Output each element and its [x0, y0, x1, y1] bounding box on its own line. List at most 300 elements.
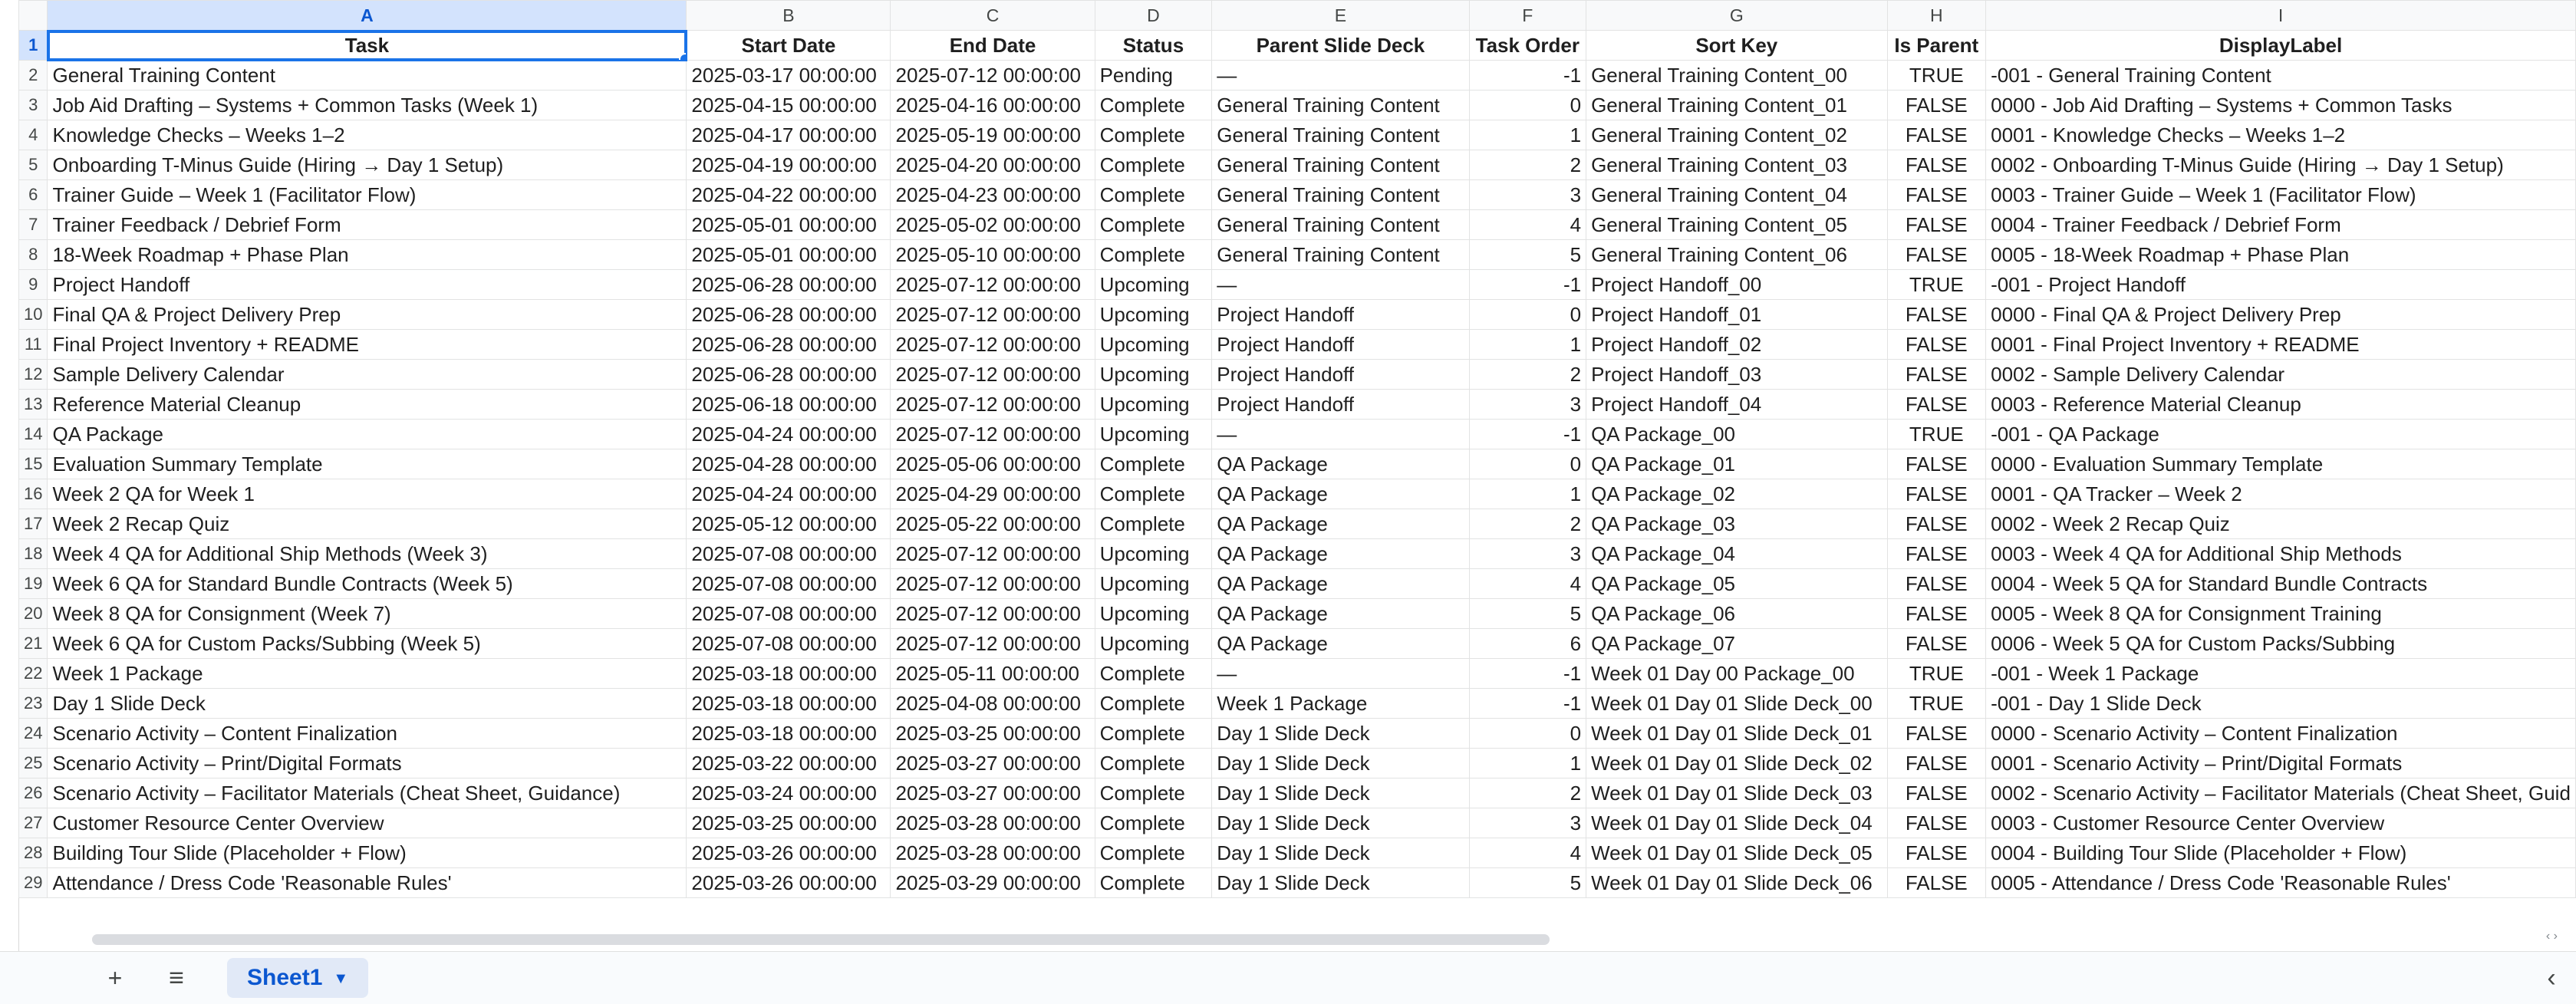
table-cell[interactable]: Week 01 Day 01 Slide Deck_02: [1586, 749, 1887, 779]
header-cell[interactable]: Task: [48, 31, 687, 61]
table-cell[interactable]: Complete: [1095, 509, 1212, 539]
table-cell[interactable]: 2025-04-24 00:00:00: [687, 420, 891, 449]
table-cell[interactable]: FALSE: [1887, 390, 1986, 420]
table-cell[interactable]: FALSE: [1887, 779, 1986, 808]
table-cell[interactable]: Week 01 Day 01 Slide Deck_03: [1586, 779, 1887, 808]
table-cell[interactable]: TRUE: [1887, 689, 1986, 719]
table-cell[interactable]: FALSE: [1887, 300, 1986, 330]
row-header[interactable]: 14: [19, 420, 48, 449]
sheet-tab-sheet1[interactable]: [227, 958, 368, 998]
table-cell[interactable]: Trainer Guide – Week 1 (Facilitator Flow): [48, 180, 687, 210]
table-cell[interactable]: Complete: [1095, 91, 1212, 120]
column-header-a[interactable]: A: [48, 1, 687, 31]
table-cell[interactable]: 2025-07-08 00:00:00: [687, 539, 891, 569]
table-cell[interactable]: Project Handoff: [48, 270, 687, 300]
table-cell[interactable]: 2025-07-12 00:00:00: [891, 300, 1095, 330]
table-cell[interactable]: 2025-05-19 00:00:00: [891, 120, 1095, 150]
table-cell[interactable]: Complete: [1095, 838, 1212, 868]
table-cell[interactable]: 3: [1469, 390, 1586, 420]
table-cell[interactable]: Week 01 Day 01 Slide Deck_00: [1586, 689, 1887, 719]
table-cell[interactable]: 2025-07-08 00:00:00: [687, 599, 891, 629]
table-cell[interactable]: 2025-05-06 00:00:00: [891, 449, 1095, 479]
table-cell[interactable]: 2: [1469, 779, 1586, 808]
table-cell[interactable]: 5: [1469, 599, 1586, 629]
table-cell[interactable]: 0000 - Job Aid Drafting – Systems + Common Tasks: [1986, 91, 2576, 120]
table-cell[interactable]: 0004 - Building Tour Slide (Placeholder + Flow): [1986, 838, 2576, 868]
table-cell[interactable]: 0000 - Final QA & Project Delivery Prep: [1986, 300, 2576, 330]
select-all-corner[interactable]: [19, 1, 48, 31]
table-cell[interactable]: 2025-07-12 00:00:00: [891, 629, 1095, 659]
column-header-i[interactable]: I: [1986, 1, 2576, 31]
table-cell[interactable]: FALSE: [1887, 539, 1986, 569]
column-header-d[interactable]: D: [1095, 1, 1212, 31]
table-cell[interactable]: 5: [1469, 868, 1586, 898]
table-cell[interactable]: Upcoming: [1095, 300, 1212, 330]
table-cell[interactable]: 2025-04-29 00:00:00: [891, 479, 1095, 509]
table-cell[interactable]: 4: [1469, 210, 1586, 240]
table-cell[interactable]: Week 2 QA for Week 1: [48, 479, 687, 509]
row-header[interactable]: 17: [19, 509, 48, 539]
table-cell[interactable]: QA Package: [1212, 599, 1469, 629]
table-cell[interactable]: 0006 - Week 5 QA for Custom Packs/Subbing: [1986, 629, 2576, 659]
row-header[interactable]: 2: [19, 61, 48, 91]
table-cell[interactable]: Project Handoff: [1212, 390, 1469, 420]
table-cell[interactable]: -1: [1469, 420, 1586, 449]
row-header[interactable]: 3: [19, 91, 48, 120]
table-cell[interactable]: 2025-03-22 00:00:00: [687, 749, 891, 779]
table-cell[interactable]: Complete: [1095, 868, 1212, 898]
table-cell[interactable]: 2025-07-12 00:00:00: [891, 61, 1095, 91]
table-cell[interactable]: 2025-07-12 00:00:00: [891, 390, 1095, 420]
table-cell[interactable]: Week 1 Package: [1212, 689, 1469, 719]
table-cell[interactable]: 0000 - Scenario Activity – Content Finalization: [1986, 719, 2576, 749]
table-cell[interactable]: General Training Content: [48, 61, 687, 91]
table-cell[interactable]: General Training Content: [1212, 120, 1469, 150]
table-cell[interactable]: Upcoming: [1095, 629, 1212, 659]
table-cell[interactable]: 0005 - Week 8 QA for Consignment Training: [1986, 599, 2576, 629]
header-cell[interactable]: Parent Slide Deck: [1212, 31, 1469, 61]
table-cell[interactable]: -001 - QA Package: [1986, 420, 2576, 449]
table-cell[interactable]: 2025-07-12 00:00:00: [891, 270, 1095, 300]
table-cell[interactable]: 2025-03-25 00:00:00: [891, 719, 1095, 749]
table-cell[interactable]: Upcoming: [1095, 569, 1212, 599]
table-cell[interactable]: Week 2 Recap Quiz: [48, 509, 687, 539]
table-cell[interactable]: 1: [1469, 479, 1586, 509]
table-cell[interactable]: -1: [1469, 659, 1586, 689]
table-cell[interactable]: Day 1 Slide Deck: [1212, 749, 1469, 779]
table-cell[interactable]: 2025-07-12 00:00:00: [891, 569, 1095, 599]
table-cell[interactable]: Complete: [1095, 659, 1212, 689]
row-header[interactable]: 1: [19, 31, 48, 61]
table-cell[interactable]: QA Package: [1212, 569, 1469, 599]
row-header[interactable]: 13: [19, 390, 48, 420]
row-header[interactable]: 19: [19, 569, 48, 599]
table-cell[interactable]: FALSE: [1887, 808, 1986, 838]
table-cell[interactable]: General Training Content_06: [1586, 240, 1887, 270]
table-cell[interactable]: QA Package: [1212, 449, 1469, 479]
table-cell[interactable]: -1: [1469, 689, 1586, 719]
table-cell[interactable]: General Training Content_04: [1586, 180, 1887, 210]
row-header[interactable]: 21: [19, 629, 48, 659]
table-cell[interactable]: -001 - Project Handoff: [1986, 270, 2576, 300]
table-cell[interactable]: Project Handoff: [1212, 300, 1469, 330]
table-cell[interactable]: 2025-07-12 00:00:00: [891, 360, 1095, 390]
table-cell[interactable]: Week 01 Day 01 Slide Deck_04: [1586, 808, 1887, 838]
table-cell[interactable]: Upcoming: [1095, 390, 1212, 420]
table-cell[interactable]: 2025-04-28 00:00:00: [687, 449, 891, 479]
table-cell[interactable]: 2025-03-28 00:00:00: [891, 808, 1095, 838]
table-cell[interactable]: QA Package_01: [1586, 449, 1887, 479]
spreadsheet-grid[interactable]: [18, 0, 2576, 936]
table-cell[interactable]: Week 6 QA for Standard Bundle Contracts (Week 5): [48, 569, 687, 599]
table-cell[interactable]: FALSE: [1887, 150, 1986, 180]
table-cell[interactable]: Knowledge Checks – Weeks 1–2: [48, 120, 687, 150]
table-cell[interactable]: Scenario Activity – Facilitator Materials (Cheat Sheet, Guidance): [48, 779, 687, 808]
table-cell[interactable]: Scenario Activity – Content Finalization: [48, 719, 687, 749]
row-header[interactable]: 9: [19, 270, 48, 300]
table-cell[interactable]: QA Package_07: [1586, 629, 1887, 659]
table-cell[interactable]: Complete: [1095, 150, 1212, 180]
table-cell[interactable]: QA Package_04: [1586, 539, 1887, 569]
table-cell[interactable]: 0001 - Scenario Activity – Print/Digital Formats: [1986, 749, 2576, 779]
table-cell[interactable]: 2025-03-18 00:00:00: [687, 689, 891, 719]
table-cell[interactable]: 0: [1469, 449, 1586, 479]
row-header[interactable]: 26: [19, 779, 48, 808]
table-cell[interactable]: 0: [1469, 719, 1586, 749]
table-cell[interactable]: Complete: [1095, 240, 1212, 270]
table-cell[interactable]: 2025-03-18 00:00:00: [687, 659, 891, 689]
column-header-g[interactable]: G: [1586, 1, 1887, 31]
table-cell[interactable]: 0005 - 18-Week Roadmap + Phase Plan: [1986, 240, 2576, 270]
table-cell[interactable]: 2: [1469, 150, 1586, 180]
table-cell[interactable]: QA Package_02: [1586, 479, 1887, 509]
row-header[interactable]: 4: [19, 120, 48, 150]
table-cell[interactable]: General Training Content: [1212, 240, 1469, 270]
table-cell[interactable]: 4: [1469, 838, 1586, 868]
table-cell[interactable]: 0003 - Reference Material Cleanup: [1986, 390, 2576, 420]
row-header[interactable]: 29: [19, 868, 48, 898]
table-cell[interactable]: FALSE: [1887, 749, 1986, 779]
table-cell[interactable]: FALSE: [1887, 330, 1986, 360]
table-cell[interactable]: 0003 - Trainer Guide – Week 1 (Facilitator Flow): [1986, 180, 2576, 210]
table-cell[interactable]: FALSE: [1887, 868, 1986, 898]
fill-handle[interactable]: [679, 53, 687, 61]
table-cell[interactable]: -1: [1469, 270, 1586, 300]
table-cell[interactable]: 0004 - Week 5 QA for Standard Bundle Contracts: [1986, 569, 2576, 599]
row-header[interactable]: 27: [19, 808, 48, 838]
table-cell[interactable]: FALSE: [1887, 210, 1986, 240]
table-cell[interactable]: Project Handoff: [1212, 360, 1469, 390]
table-cell[interactable]: -001 - Day 1 Slide Deck: [1986, 689, 2576, 719]
table-cell[interactable]: 0003 - Week 4 QA for Additional Ship Methods: [1986, 539, 2576, 569]
table-cell[interactable]: Upcoming: [1095, 270, 1212, 300]
table-cell[interactable]: Building Tour Slide (Placeholder + Flow): [48, 838, 687, 868]
header-cell[interactable]: Start Date: [687, 31, 891, 61]
table-cell[interactable]: 2025-04-23 00:00:00: [891, 180, 1095, 210]
table-cell[interactable]: 2: [1469, 509, 1586, 539]
table-cell[interactable]: 2025-05-01 00:00:00: [687, 240, 891, 270]
column-header-h[interactable]: H: [1887, 1, 1986, 31]
table-cell[interactable]: Attendance / Dress Code 'Reasonable Rules': [48, 868, 687, 898]
table-cell[interactable]: —: [1212, 270, 1469, 300]
table-cell[interactable]: FALSE: [1887, 838, 1986, 868]
row-header[interactable]: 6: [19, 180, 48, 210]
table-cell[interactable]: Complete: [1095, 779, 1212, 808]
table-cell[interactable]: Complete: [1095, 449, 1212, 479]
table-cell[interactable]: Project Handoff_03: [1586, 360, 1887, 390]
table-cell[interactable]: FALSE: [1887, 629, 1986, 659]
row-header[interactable]: 23: [19, 689, 48, 719]
row-header[interactable]: 10: [19, 300, 48, 330]
row-header[interactable]: 22: [19, 659, 48, 689]
table-cell[interactable]: 0002 - Sample Delivery Calendar: [1986, 360, 2576, 390]
table-cell[interactable]: -001 - Week 1 Package: [1986, 659, 2576, 689]
table-cell[interactable]: FALSE: [1887, 599, 1986, 629]
table-cell[interactable]: FALSE: [1887, 719, 1986, 749]
table-cell[interactable]: 2025-04-19 00:00:00: [687, 150, 891, 180]
table-cell[interactable]: 4: [1469, 569, 1586, 599]
table-cell[interactable]: FALSE: [1887, 240, 1986, 270]
table-cell[interactable]: 0001 - Final Project Inventory + README: [1986, 330, 2576, 360]
table-cell[interactable]: Onboarding T-Minus Guide (Hiring → Day 1 Setup): [48, 150, 687, 180]
table-cell[interactable]: 2025-07-12 00:00:00: [891, 539, 1095, 569]
table-cell[interactable]: Complete: [1095, 689, 1212, 719]
table-cell[interactable]: FALSE: [1887, 449, 1986, 479]
table-cell[interactable]: -1: [1469, 61, 1586, 91]
table-cell[interactable]: QA Package_06: [1586, 599, 1887, 629]
table-cell[interactable]: Project Handoff: [1212, 330, 1469, 360]
header-cell[interactable]: Is Parent: [1887, 31, 1986, 61]
table-cell[interactable]: 2025-03-27 00:00:00: [891, 749, 1095, 779]
table-cell[interactable]: 2025-07-12 00:00:00: [891, 330, 1095, 360]
table-cell[interactable]: General Training Content_03: [1586, 150, 1887, 180]
table-cell[interactable]: FALSE: [1887, 91, 1986, 120]
table-cell[interactable]: Upcoming: [1095, 330, 1212, 360]
table-cell[interactable]: -001 - General Training Content: [1986, 61, 2576, 91]
table-cell[interactable]: Day 1 Slide Deck: [1212, 808, 1469, 838]
row-header[interactable]: 7: [19, 210, 48, 240]
table-cell[interactable]: Complete: [1095, 719, 1212, 749]
table-cell[interactable]: QA Package_03: [1586, 509, 1887, 539]
table-cell[interactable]: General Training Content_01: [1586, 91, 1887, 120]
table-cell[interactable]: Project Handoff_00: [1586, 270, 1887, 300]
table-cell[interactable]: Day 1 Slide Deck: [1212, 868, 1469, 898]
column-header-b[interactable]: B: [687, 1, 891, 31]
table-cell[interactable]: 0002 - Onboarding T-Minus Guide (Hiring → Day 1 Setup): [1986, 150, 2576, 180]
row-header[interactable]: 16: [19, 479, 48, 509]
table-cell[interactable]: 2025-04-17 00:00:00: [687, 120, 891, 150]
table-cell[interactable]: 2025-05-02 00:00:00: [891, 210, 1095, 240]
table-cell[interactable]: 2025-04-22 00:00:00: [687, 180, 891, 210]
table-cell[interactable]: QA Package: [1212, 629, 1469, 659]
table-cell[interactable]: Reference Material Cleanup: [48, 390, 687, 420]
table-cell[interactable]: 3: [1469, 180, 1586, 210]
table-cell[interactable]: Trainer Feedback / Debrief Form: [48, 210, 687, 240]
table-cell[interactable]: 2025-06-28 00:00:00: [687, 330, 891, 360]
table-cell[interactable]: 2025-06-28 00:00:00: [687, 300, 891, 330]
row-header[interactable]: 8: [19, 240, 48, 270]
table-cell[interactable]: 2025-05-01 00:00:00: [687, 210, 891, 240]
table-cell[interactable]: Complete: [1095, 749, 1212, 779]
header-cell[interactable]: Status: [1095, 31, 1212, 61]
table-cell[interactable]: General Training Content_02: [1586, 120, 1887, 150]
table-cell[interactable]: FALSE: [1887, 180, 1986, 210]
table-cell[interactable]: 2025-07-08 00:00:00: [687, 629, 891, 659]
row-header[interactable]: 28: [19, 838, 48, 868]
table-cell[interactable]: 2025-03-29 00:00:00: [891, 868, 1095, 898]
table-cell[interactable]: General Training Content_00: [1586, 61, 1887, 91]
table-cell[interactable]: 3: [1469, 808, 1586, 838]
table-cell[interactable]: 1: [1469, 120, 1586, 150]
table-cell[interactable]: Project Handoff_02: [1586, 330, 1887, 360]
table-cell[interactable]: 2025-03-26 00:00:00: [687, 868, 891, 898]
table-cell[interactable]: 2025-03-17 00:00:00: [687, 61, 891, 91]
table-cell[interactable]: —: [1212, 420, 1469, 449]
table-cell[interactable]: QA Package: [48, 420, 687, 449]
table-cell[interactable]: QA Package: [1212, 509, 1469, 539]
table-cell[interactable]: QA Package_00: [1586, 420, 1887, 449]
table-cell[interactable]: 2025-03-24 00:00:00: [687, 779, 891, 808]
table-cell[interactable]: 2025-03-26 00:00:00: [687, 838, 891, 868]
table-cell[interactable]: 0003 - Customer Resource Center Overview: [1986, 808, 2576, 838]
table-cell[interactable]: 0001 - QA Tracker – Week 2: [1986, 479, 2576, 509]
row-header[interactable]: 24: [19, 719, 48, 749]
table-cell[interactable]: 1: [1469, 749, 1586, 779]
row-header[interactable]: 25: [19, 749, 48, 779]
table-cell[interactable]: Complete: [1095, 180, 1212, 210]
table-cell[interactable]: QA Package: [1212, 539, 1469, 569]
column-header-c[interactable]: C: [891, 1, 1095, 31]
table-cell[interactable]: Pending: [1095, 61, 1212, 91]
row-header[interactable]: 12: [19, 360, 48, 390]
table-cell[interactable]: Week 4 QA for Additional Ship Methods (Week 3): [48, 539, 687, 569]
table-cell[interactable]: General Training Content: [1212, 180, 1469, 210]
table-cell[interactable]: Week 01 Day 01 Slide Deck_01: [1586, 719, 1887, 749]
table-cell[interactable]: Upcoming: [1095, 599, 1212, 629]
table-cell[interactable]: 2: [1469, 360, 1586, 390]
table-cell[interactable]: 2025-07-12 00:00:00: [891, 420, 1095, 449]
table-cell[interactable]: 0001 - Knowledge Checks – Weeks 1–2: [1986, 120, 2576, 150]
header-cell[interactable]: DisplayLabel: [1986, 31, 2576, 61]
table-cell[interactable]: 2025-05-22 00:00:00: [891, 509, 1095, 539]
table-cell[interactable]: Customer Resource Center Overview: [48, 808, 687, 838]
collapse-sidebar-button[interactable]: [2533, 960, 2570, 996]
row-header[interactable]: 5: [19, 150, 48, 180]
table-cell[interactable]: 18-Week Roadmap + Phase Plan: [48, 240, 687, 270]
table-cell[interactable]: 2025-04-15 00:00:00: [687, 91, 891, 120]
header-cell[interactable]: End Date: [891, 31, 1095, 61]
table-cell[interactable]: Complete: [1095, 808, 1212, 838]
table-cell[interactable]: —: [1212, 659, 1469, 689]
table-cell[interactable]: General Training Content_05: [1586, 210, 1887, 240]
table-cell[interactable]: Day 1 Slide Deck: [1212, 838, 1469, 868]
table-cell[interactable]: 0: [1469, 300, 1586, 330]
table-cell[interactable]: Week 01 Day 01 Slide Deck_06: [1586, 868, 1887, 898]
header-cell[interactable]: Sort Key: [1586, 31, 1887, 61]
table-cell[interactable]: Scenario Activity – Print/Digital Formats: [48, 749, 687, 779]
table-cell[interactable]: 2025-05-11 00:00:00: [891, 659, 1095, 689]
table-cell[interactable]: 6: [1469, 629, 1586, 659]
table-cell[interactable]: FALSE: [1887, 120, 1986, 150]
table-cell[interactable]: Evaluation Summary Template: [48, 449, 687, 479]
table-cell[interactable]: Job Aid Drafting – Systems + Common Tasks (Week 1): [48, 91, 687, 120]
row-header[interactable]: 20: [19, 599, 48, 629]
table-cell[interactable]: Week 1 Package: [48, 659, 687, 689]
table-cell[interactable]: Final Project Inventory + README: [48, 330, 687, 360]
add-sheet-button[interactable]: [97, 960, 133, 996]
table-cell[interactable]: 2025-04-16 00:00:00: [891, 91, 1095, 120]
table-cell[interactable]: FALSE: [1887, 569, 1986, 599]
table-cell[interactable]: Final QA & Project Delivery Prep: [48, 300, 687, 330]
table-cell[interactable]: FALSE: [1887, 479, 1986, 509]
table-cell[interactable]: 3: [1469, 539, 1586, 569]
table-cell[interactable]: 2025-06-28 00:00:00: [687, 360, 891, 390]
table-cell[interactable]: Upcoming: [1095, 539, 1212, 569]
table-cell[interactable]: TRUE: [1887, 659, 1986, 689]
table-cell[interactable]: 2025-07-08 00:00:00: [687, 569, 891, 599]
column-header-e[interactable]: E: [1212, 1, 1469, 31]
table-cell[interactable]: 2025-03-18 00:00:00: [687, 719, 891, 749]
table-cell[interactable]: 0002 - Scenario Activity – Facilitator Materials (Cheat Sheet, Guid: [1986, 779, 2576, 808]
table-cell[interactable]: 0000 - Evaluation Summary Template: [1986, 449, 2576, 479]
table-cell[interactable]: 2025-06-28 00:00:00: [687, 270, 891, 300]
table-cell[interactable]: 0002 - Week 2 Recap Quiz: [1986, 509, 2576, 539]
table-cell[interactable]: Day 1 Slide Deck: [48, 689, 687, 719]
table-cell[interactable]: General Training Content: [1212, 91, 1469, 120]
table-cell[interactable]: 0005 - Attendance / Dress Code 'Reasonable Rules': [1986, 868, 2576, 898]
table-cell[interactable]: Day 1 Slide Deck: [1212, 779, 1469, 808]
table-cell[interactable]: Project Handoff_01: [1586, 300, 1887, 330]
table-cell[interactable]: 2025-03-25 00:00:00: [687, 808, 891, 838]
row-header[interactable]: 18: [19, 539, 48, 569]
table-cell[interactable]: 2025-04-20 00:00:00: [891, 150, 1095, 180]
table-cell[interactable]: 0: [1469, 91, 1586, 120]
table-cell[interactable]: 2025-05-10 00:00:00: [891, 240, 1095, 270]
table-cell[interactable]: Day 1 Slide Deck: [1212, 719, 1469, 749]
row-header[interactable]: 11: [19, 330, 48, 360]
table-cell[interactable]: FALSE: [1887, 509, 1986, 539]
table-cell[interactable]: General Training Content: [1212, 150, 1469, 180]
table-cell[interactable]: 2025-05-12 00:00:00: [687, 509, 891, 539]
scroll-arrows[interactable]: ‹ ›: [2545, 930, 2558, 943]
table-cell[interactable]: 5: [1469, 240, 1586, 270]
table-cell[interactable]: 2025-03-28 00:00:00: [891, 838, 1095, 868]
table-cell[interactable]: Project Handoff_04: [1586, 390, 1887, 420]
table-cell[interactable]: QA Package_05: [1586, 569, 1887, 599]
header-cell[interactable]: Task Order: [1469, 31, 1586, 61]
table-cell[interactable]: Week 01 Day 01 Slide Deck_05: [1586, 838, 1887, 868]
table-cell[interactable]: Week 01 Day 00 Package_00: [1586, 659, 1887, 689]
table-cell[interactable]: Complete: [1095, 210, 1212, 240]
table-cell[interactable]: 0004 - Trainer Feedback / Debrief Form: [1986, 210, 2576, 240]
table-cell[interactable]: 2025-06-18 00:00:00: [687, 390, 891, 420]
table-cell[interactable]: 2025-03-27 00:00:00: [891, 779, 1095, 808]
column-header-f[interactable]: F: [1469, 1, 1586, 31]
table-cell[interactable]: Week 6 QA for Custom Packs/Subbing (Week 5): [48, 629, 687, 659]
row-header[interactable]: 15: [19, 449, 48, 479]
table-cell[interactable]: Complete: [1095, 479, 1212, 509]
table-cell[interactable]: Upcoming: [1095, 360, 1212, 390]
table-cell[interactable]: General Training Content: [1212, 210, 1469, 240]
horizontal-scrollbar[interactable]: [92, 934, 1550, 945]
table-cell[interactable]: Sample Delivery Calendar: [48, 360, 687, 390]
table-cell[interactable]: FALSE: [1887, 360, 1986, 390]
table-cell[interactable]: Upcoming: [1095, 420, 1212, 449]
table-cell[interactable]: TRUE: [1887, 270, 1986, 300]
table-cell[interactable]: Week 8 QA for Consignment (Week 7): [48, 599, 687, 629]
table-cell[interactable]: QA Package: [1212, 479, 1469, 509]
table-cell[interactable]: 2025-07-12 00:00:00: [891, 599, 1095, 629]
